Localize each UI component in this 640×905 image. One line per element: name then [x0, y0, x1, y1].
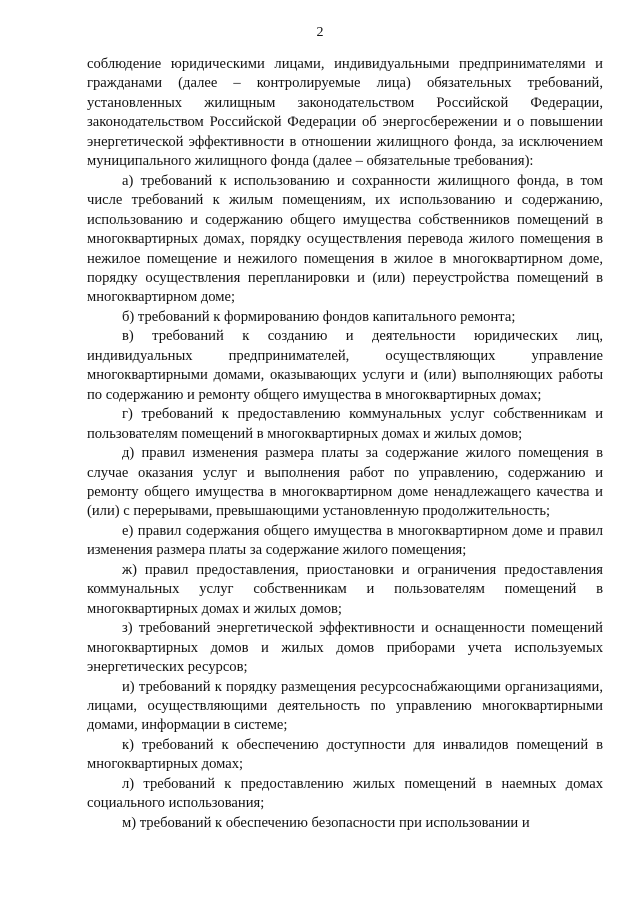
paragraph-item-z: з) требований энергетической эффективности и оснащенности помещений многоквартирных домов и жилых домов приборами учета используемых энергетических ресурсов;	[87, 620, 603, 676]
paragraph-item-l: л) требований к предоставлению жилых помещений в наемных домах социального использования;	[87, 775, 603, 812]
paragraph-item-b: б) требований к формированию фондов капитального ремонта;	[122, 308, 516, 325]
page-number: 2	[316, 25, 324, 40]
document-body	[87, 55, 603, 833]
paragraph-item-d: д) правил изменения размера платы за содержание жилого помещения в случае оказания услуг и выполнения работ по управлению, содержанию и ремонту общего имущества в многоквартирном доме ненадлежащего качества и (или) с перерывами, превышающими установленную продолжительность;	[87, 445, 603, 520]
paragraph-item-e: е) правил содержания общего имущества в многоквартирном доме и правил изменения размера платы за содержание жилого помещения;	[87, 522, 603, 559]
paragraph-item-g: г) требований к предоставлению коммунальных услуг собственникам и пользователям помещений в многоквартирных домах и жилых домов;	[87, 406, 603, 442]
paragraph-item-zh: ж) правил предоставления, приостановки и ограничения предоставления коммунальных услуг собственникам и пользователям помещений в многоквартирных домах и жилых домов;	[87, 561, 603, 617]
paragraph-item-a: а) требований к использованию и сохранности жилищного фонда, в том числе требований к жилым помещениям, их использованию и содержанию, использованию и содержанию общего имущества собственников помещений в многоквартирных домах, порядку осуществления перевода жилого помещения в нежилое помещение и нежилого помещения в жилое в многоквартирном доме, порядку осуществления перепланировки и (или) переустройства помещений в многоквартирном доме;	[87, 172, 603, 306]
paragraph-item-i: и) требований к порядку размещения ресурсоснабжающими организациями, лицами, осуществляющими деятельность по управлению многоквартирными домами, информации в системе;	[87, 678, 603, 734]
paragraph-intro: соблюдение юридическими лицами, индивидуальными предпринимателями и гражданами (далее – контролируемые лица) обязательных требований, установленных жилищным законодательством Российской Федерации, законодательством Российской Федерации об энергосбережении и о повышении энергетической эффективности в отношении жилищного фонда, за исключением муниципального жилищного фонда (далее – обязательные требования):	[87, 56, 603, 170]
paragraph-item-m: м) требований к обеспечению безопасности при использовании и	[122, 814, 530, 831]
paragraph-item-k: к) требований к обеспечению доступности для инвалидов помещений в многоквартирных домах;	[87, 736, 603, 773]
paragraph-item-v: в) требований к созданию и деятельности юридических лиц, индивидуальных предпринимателей, осуществляющих управление многоквартирными домами, оказывающих услуги и (или) выполняющих работы по содержанию и ремонту общего имущества в многоквартирных домах;	[87, 328, 603, 403]
